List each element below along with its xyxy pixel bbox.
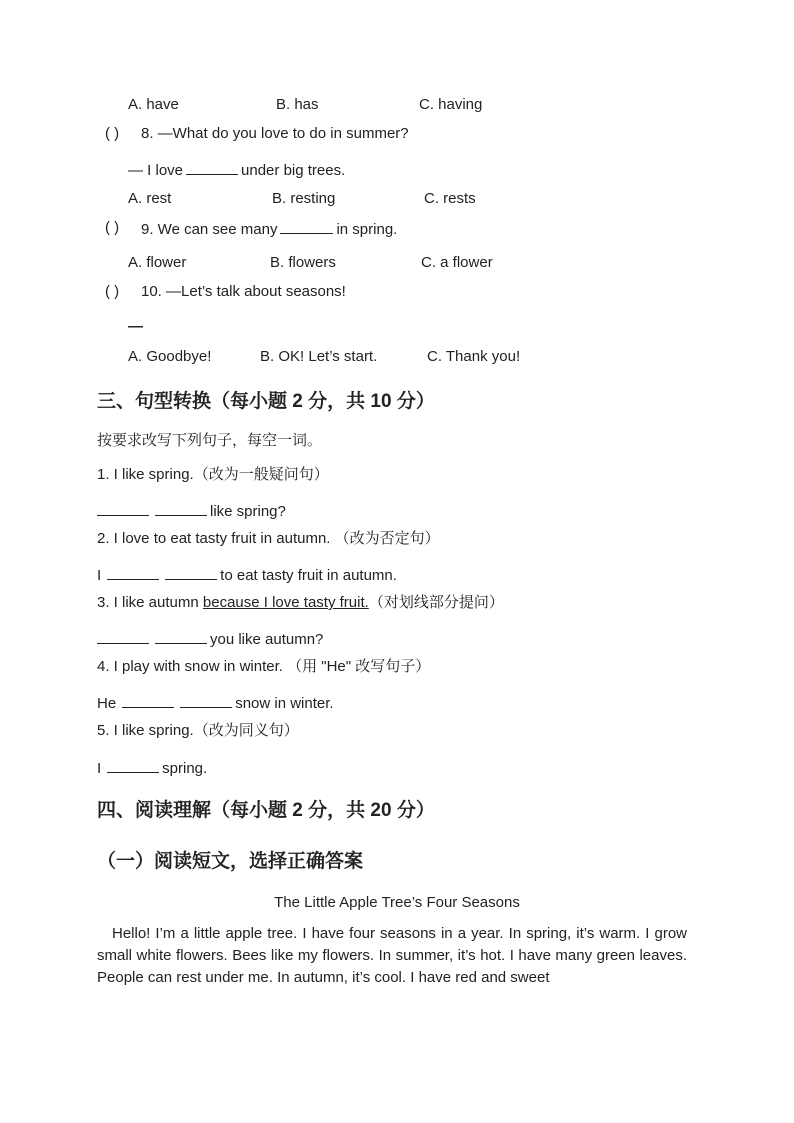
q8-option-a: A. rest <box>128 190 172 207</box>
s3-a4-before: He <box>97 695 117 712</box>
s3-q2: 2. I love to eat tasty fruit in autumn. （改为否定句） <box>97 530 440 547</box>
q7-option-c: C. having <box>419 96 483 113</box>
s3-a1 <box>97 500 286 522</box>
s3-a5-after: spring. <box>162 760 208 777</box>
q9-option-b: B. flowers <box>270 254 336 271</box>
s3-q3-before: 3. I like autumn <box>97 594 199 611</box>
s3-a2-blank-1 <box>107 564 159 580</box>
s3-a5 <box>97 757 207 779</box>
q9-stem-before: 9. We can see many <box>141 221 278 238</box>
q8-answer-line <box>128 159 345 181</box>
s3-a3-blank-2 <box>155 628 207 644</box>
s3-a3-after: you like autumn? <box>210 631 324 648</box>
s3-a4-after: snow in winter. <box>235 695 334 712</box>
q10-stem: 10. —Let’s talk about seasons! <box>141 283 346 300</box>
q8-answer-after: under big trees. <box>241 162 346 179</box>
s3-a5-blank-1 <box>107 757 159 773</box>
s3-q4: 4. I play with snow in winter. （用 "He" 改写句子） <box>97 658 431 675</box>
s3-q5: 5. I like spring.（改为同义句） <box>97 722 299 739</box>
q8-option-c: C. rests <box>424 190 476 207</box>
passage-text: Hello! I’m a little apple tree. I have four seasons in a year. In spring, it’s warm. I grow small white flowers. Bees like my flowers. In summer, it’s hot. I have many green leaves. People can rest under me. In autumn, it’s cool. I have red and sweet <box>97 925 687 986</box>
s3-q3-underlined: because I love tasty fruit. <box>202 594 369 611</box>
q8-stem: 8. —What do you love to do in summer? <box>141 125 409 142</box>
q10-answer-paren: ( ) <box>105 283 120 300</box>
q9-answer-paren: ( ) <box>105 219 120 236</box>
s3-a2-blank-2 <box>165 564 217 580</box>
s3-a2 <box>97 564 397 586</box>
s3-a4 <box>97 692 334 714</box>
q8-answer-before: — I love <box>128 162 184 179</box>
q10-option-c: C. Thank you! <box>427 348 521 365</box>
s3-a4-blank-2 <box>180 692 232 708</box>
s3-a1-blank-2 <box>155 500 207 516</box>
q9-option-c: C. a flower <box>421 254 493 271</box>
q10-option-b: B. OK! Let’s start. <box>260 348 378 365</box>
s3-a2-after: to eat tasty fruit in autumn. <box>220 567 397 584</box>
s3-a2-before: I <box>97 567 102 584</box>
q9-option-a: A. flower <box>128 254 187 271</box>
q8-answer-paren: ( ) <box>105 125 120 142</box>
section3-instruction: 按要求改写下列句子，每空一词。 <box>97 432 323 449</box>
s3-a1-blank-1 <box>97 500 149 516</box>
section4-subtitle: （一）阅读短文，选择正确答案 <box>97 851 364 872</box>
passage-title: The Little Apple Tree’s Four Seasons <box>274 894 520 911</box>
q9-stem-after: in spring. <box>336 221 398 238</box>
s3-a3 <box>97 628 323 650</box>
s3-q3 <box>97 593 504 613</box>
s3-a4-blank-1 <box>122 692 174 708</box>
s3-q3-after: （对划线部分提问） <box>368 594 504 611</box>
q7-option-b: B. has <box>276 96 319 113</box>
q8-blank <box>186 159 238 175</box>
s3-a1-after: like spring? <box>210 503 286 520</box>
q9-blank <box>280 218 333 234</box>
section3-title: 三、句型转换（每小题 2 分，共 10 分） <box>97 391 435 412</box>
section4-title: 四、阅读理解（每小题 2 分，共 20 分） <box>97 800 435 821</box>
q8-option-b: B. resting <box>272 190 336 207</box>
s3-a5-before: I <box>97 760 102 777</box>
s3-a3-blank-1 <box>97 628 149 644</box>
q10-option-a: A. Goodbye! <box>128 348 212 365</box>
q10-reply-dash: — <box>128 318 143 335</box>
q9-stem <box>141 218 397 240</box>
q7-option-a: A. have <box>128 96 179 113</box>
s3-q1: 1. I like spring.（改为一般疑问句） <box>97 466 329 483</box>
